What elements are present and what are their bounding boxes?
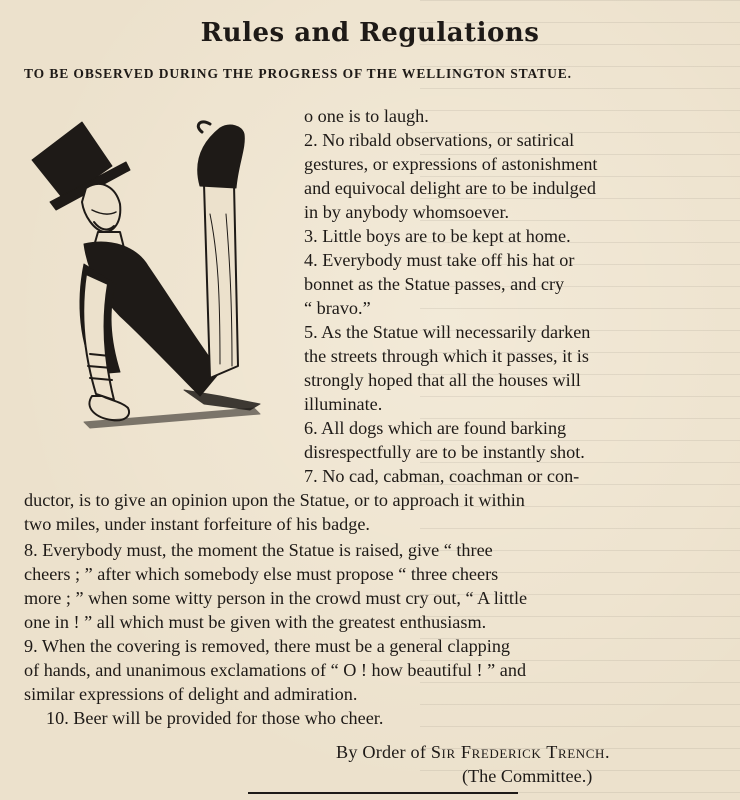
rule-4-line-1: 4. Everybody must take off his hat or bbox=[304, 250, 575, 270]
rule-3: 3. Little boys are to be kept at home. bbox=[304, 226, 571, 246]
rule-7-line-2: ductor, is to give an opinion upon the Statue, or to approach it within bbox=[24, 490, 525, 510]
document-title: Rules and Regulations bbox=[200, 18, 540, 48]
rule-9-line-2: of hands, and unanimous exclamations of “ O ! how beautiful ! ” and bbox=[24, 660, 527, 680]
rule-5-line-1: 5. As the Statue will necessarily darken bbox=[304, 322, 591, 342]
rule-2-line-4: in by anybody whomsoever. bbox=[304, 202, 510, 222]
rule-8-line-4: one in ! ” all which must be given with the greatest enthusiasm. bbox=[24, 612, 487, 632]
rule-2-line-3: and equivocal delight are to be indulged bbox=[304, 178, 596, 198]
rule-5-line-4: illuminate. bbox=[304, 394, 383, 414]
rule-6-line-2: disrespectfully are to be instantly shot. bbox=[304, 442, 585, 462]
rule-4-line-2: bonnet as the Statue passes, and cry bbox=[304, 274, 565, 294]
rule-8-line-2: cheers ; ” after which somebody else must propose “ three cheers bbox=[24, 564, 499, 584]
rule-8-line-1: 8. Everybody must, the moment the Statue is raised, give “ three bbox=[24, 540, 493, 560]
document-subtitle: TO BE OBSERVED DURING THE PROGRESS OF THE WELLINGTON STATUE. bbox=[24, 66, 572, 81]
rule-2-line-1: 2. No ribald observations, or satirical bbox=[304, 130, 575, 150]
rule-6-line-1: 6. All dogs which are found barking bbox=[304, 418, 567, 438]
rule-2-line-2: gestures, or expressions of astonishment bbox=[304, 154, 598, 174]
closing-rule bbox=[248, 792, 518, 794]
rule-4-line-3: “ bravo.” bbox=[304, 298, 371, 318]
signature-prefix: By Order of bbox=[336, 742, 431, 762]
rule-7-line-3: two miles, under instant forfeiture of his badge. bbox=[24, 514, 370, 534]
rule-7-line-1: 7. No cad, cabman, coachman or con- bbox=[304, 466, 580, 486]
signature-line bbox=[336, 740, 716, 764]
rule-5-line-3: strongly hoped that all the houses will bbox=[304, 370, 581, 390]
rule-10: 10. Beer will be provided for those who cheer. bbox=[46, 708, 384, 728]
committee-line: (The Committee.) bbox=[462, 766, 593, 786]
rule-1-tail: o one is to laugh. bbox=[304, 106, 429, 126]
rule-9-line-1: 9. When the covering is removed, there must be a general clapping bbox=[24, 636, 511, 656]
rule-8-line-3: more ; ” when some witty person in the crowd must cry out, “ A little bbox=[24, 588, 528, 608]
rule-5-line-2: the streets through which it passes, it is bbox=[304, 346, 589, 366]
top-hat-figure-illustration bbox=[24, 104, 304, 448]
signature-name: Sir Frederick Trench. bbox=[430, 742, 611, 762]
rule-9-line-3: similar expressions of delight and admiration. bbox=[24, 684, 358, 704]
